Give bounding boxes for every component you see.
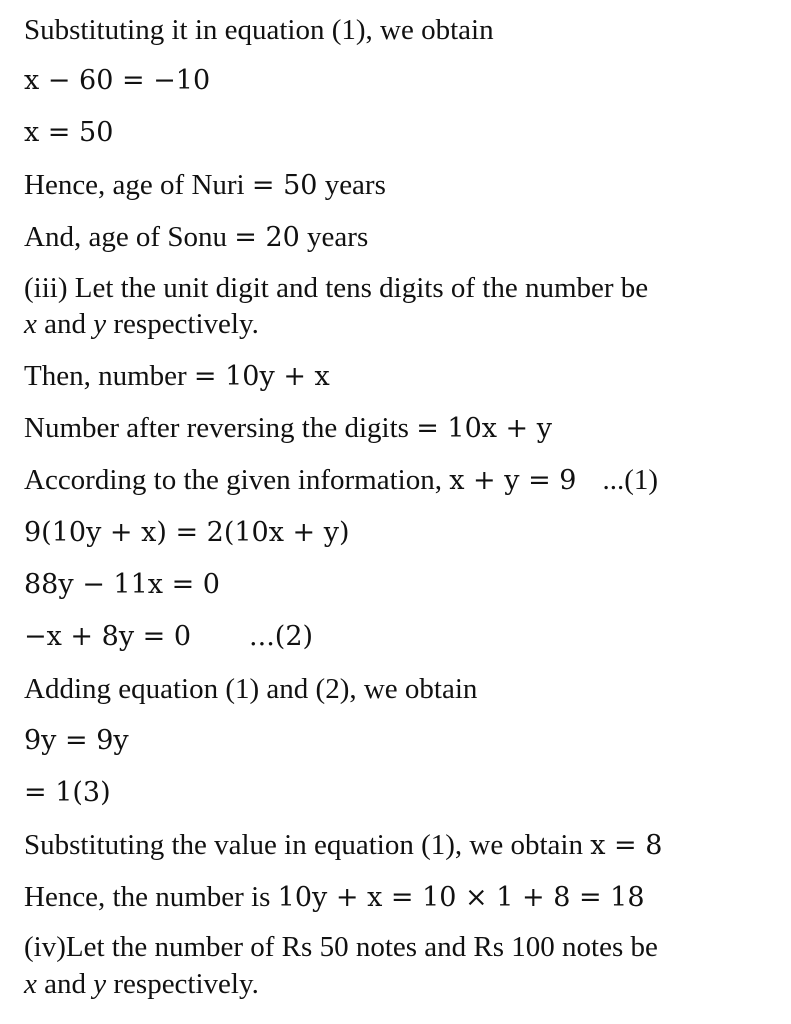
text-line-number-is — [24, 879, 645, 916]
text-substituting-1: Substituting it in equation (1), we obtain — [24, 14, 494, 46]
text-respectively: respectively. — [106, 968, 259, 1000]
text-age-sonu: And, age of Sonu — [24, 221, 235, 253]
var-y: y — [93, 308, 107, 340]
text-line-reversed-number — [24, 410, 552, 447]
equation-text: 9y = 9y — [24, 725, 129, 756]
var-x: x — [24, 968, 37, 1000]
equation-tag-1: ...(1) — [602, 464, 659, 496]
text-years: years — [299, 221, 369, 253]
equation-88y — [24, 567, 220, 603]
var-y: y — [93, 968, 107, 1000]
equation-x-equals-50 — [24, 115, 113, 151]
text-part-iv-intro: (iv)Let the number of Rs 50 notes and Rs 100 notes be — [24, 931, 658, 963]
text-adding-equations: Adding equation (1) and (2), we obtain — [24, 673, 478, 705]
math-age-nuri: = 50 — [251, 170, 318, 201]
math-number: = 10y + x — [193, 361, 330, 392]
text-line-then-number — [24, 358, 330, 395]
equation-9-times — [24, 515, 350, 551]
text-line-substituting-1 — [24, 12, 494, 48]
text-and: and — [36, 308, 94, 340]
equation-text: = 1(3) — [24, 777, 111, 808]
text-line-age-nuri — [24, 167, 386, 204]
math-reversed-number: = 10x + y — [416, 413, 553, 444]
text-line-part-iii-a — [24, 270, 648, 306]
equation-text: 9(10y + x) = 2(10x + y) — [24, 517, 350, 548]
text-years: years — [317, 169, 386, 201]
equation-neg-x-8y — [24, 619, 313, 655]
equation-9y — [24, 723, 129, 759]
text-substituting-2: Substituting the value in equation (1), we obtain — [24, 829, 591, 861]
equation-text: x = 50 — [24, 117, 114, 148]
equation-text: 88y − 11x = 0 — [24, 569, 220, 600]
text-line-adding — [24, 671, 477, 707]
equation-x-minus-60 — [24, 63, 210, 99]
text-respectively: respectively. — [106, 308, 259, 340]
equation-equals-1-3 — [24, 775, 111, 811]
text-line-part-iv-b — [24, 966, 259, 1002]
math-x-equals-8: x = 8 — [590, 830, 663, 861]
text-reversed-number: Number after reversing the digits — [24, 412, 417, 444]
equation-text: x − 60 = −10 — [24, 65, 211, 96]
text-line-part-iii-b — [24, 306, 259, 342]
math-number-result: 10y + x = 10 × 1 + 8 = 18 — [277, 882, 645, 913]
equation-text: −x + 8y = 0 — [24, 621, 192, 652]
text-given-info: According to the given information, — [24, 464, 450, 496]
equation-tag-2: ...(2) — [249, 621, 314, 652]
text-age-nuri: Hence, age of Nuri — [24, 169, 252, 201]
text-line-given-info — [24, 462, 658, 499]
text-line-age-sonu — [24, 219, 368, 256]
text-line-part-iv-a — [24, 929, 658, 965]
math-age-sonu: = 20 — [234, 222, 300, 253]
text-then-number: Then, number — [24, 360, 194, 392]
text-and: and — [36, 968, 94, 1000]
var-x: x — [24, 308, 37, 340]
text-line-substituting-2 — [24, 827, 662, 864]
text-number-is: Hence, the number is — [24, 881, 278, 913]
text-part-iii-intro: (iii) Let the unit digit and tens digits of the number be — [24, 272, 649, 304]
math-sum-digits: x + y = 9 — [449, 465, 577, 496]
